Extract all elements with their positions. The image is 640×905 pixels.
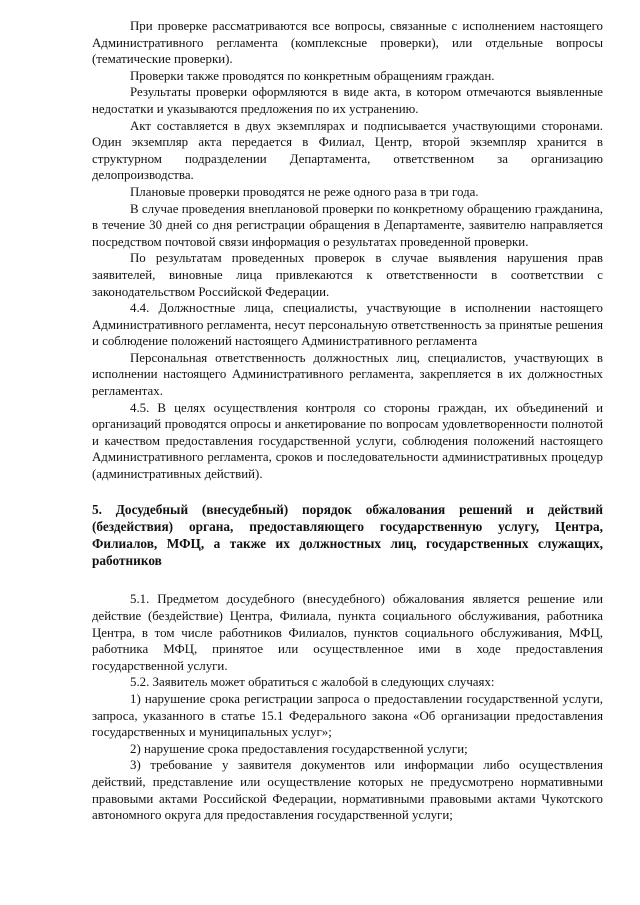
paragraph-planned-inspections: Плановые проверки проводятся не реже одного раза в три года. [130, 184, 479, 199]
section-5-heading: 5. Досудебный (внесудебный) порядок обжалования решений и действий (бездействия) органа, предоставляющего государственную услугу, Центра, Филиалов, МФЦ, а также их должностных лиц, государственных служащих, работников [92, 501, 603, 569]
list-item-1: 1) нарушение срока регистрации запроса о предоставлении государственной услуги, запроса, указанного в статье 15.1 Федерального закона «Об организации предоставления государственных и муниципальных услуг»; [92, 692, 603, 740]
paragraph-liability: По результатам проведенных проверок в случае выявления нарушения прав заявителей, виновные лица привлекаются к ответственности в соответствии с законодательством Российской Федерации. [92, 251, 603, 299]
paragraph-inspection-results: Результаты проверки оформляются в виде акта, в котором отмечаются выявленные недостатки и указываются предложения по их устранению. [92, 85, 603, 116]
paragraph-4-5: 4.5. В целях осуществления контроля со стороны граждан, их объединений и организаций проводятся опросы и анкетирование по вопросам удовлетворенности полнотой и качеством предоставления государственной услуги, соблюдения положений настоящего Административного регламента, сроков и последовательности административных процедур (административных действий). [92, 400, 603, 482]
paragraph-act-copies: Акт составляется в двух экземплярах и подписывается участвующими сторонами. Один экземпляр акта передается в Филиал, Центр, второй экземпляр хранится в структурном подразделении Департамента, ответственном за организацию делопроизводства. [92, 118, 603, 183]
paragraph-5-2: 5.2. Заявитель может обратиться с жалобой в следующих случаях: [130, 675, 495, 690]
paragraph-citizen-appeals: Проверки также проводятся по конкретным обращениям граждан. [130, 68, 495, 83]
list-item-3: 3) требование у заявителя документов или информации либо осуществления действий, представление или осуществление которых не предусмотрено нормативными правовыми актами Российской Федерации, нормативными правовыми актами Чукотского автономного округа для предоставления государственной услуги; [92, 758, 603, 823]
list-item-2: 2) нарушение срока предоставления государственной услуги; [130, 741, 468, 756]
paragraph-unplanned-inspection: В случае проведения внеплановой проверки по конкретному обращению гражданина, в течение 30 дней со дня регистрации обращения в Департаменте, заявителю направляется посредством почтовой связи информация о результатах проведенной проверки. [92, 201, 603, 249]
paragraph-personal-responsibility: Персональная ответственность должностных лиц, специалистов, участвующих в исполнении настоящего Административного регламента, закрепляется в их должностных регламентах. [92, 350, 603, 399]
document-page [92, 18, 603, 824]
paragraph-inspection-scope: При проверке рассматриваются все вопросы, связанные с исполнением настоящего Административного регламента (комплексные проверки), или отдельные вопросы (тематические проверки). [92, 19, 603, 67]
paragraph-4-4: 4.4. Должностные лица, специалисты, участвующие в исполнении настоящего Административного регламента, несут персональную ответственность за принятые решения и соблюдение положений настоящего Административного регламента [92, 301, 603, 349]
paragraph-5-1: 5.1. Предметом досудебного (внесудебного) обжалования является решение или действие (бездействие) Центра, Филиала, пункта социального обслуживания, работника Центра, в том числе работников Филиалов, пунктов социального обслуживания, МФЦ, работника МФЦ, принятое или осуществленное ими в ходе предоставления государственной услуги. [92, 592, 603, 673]
